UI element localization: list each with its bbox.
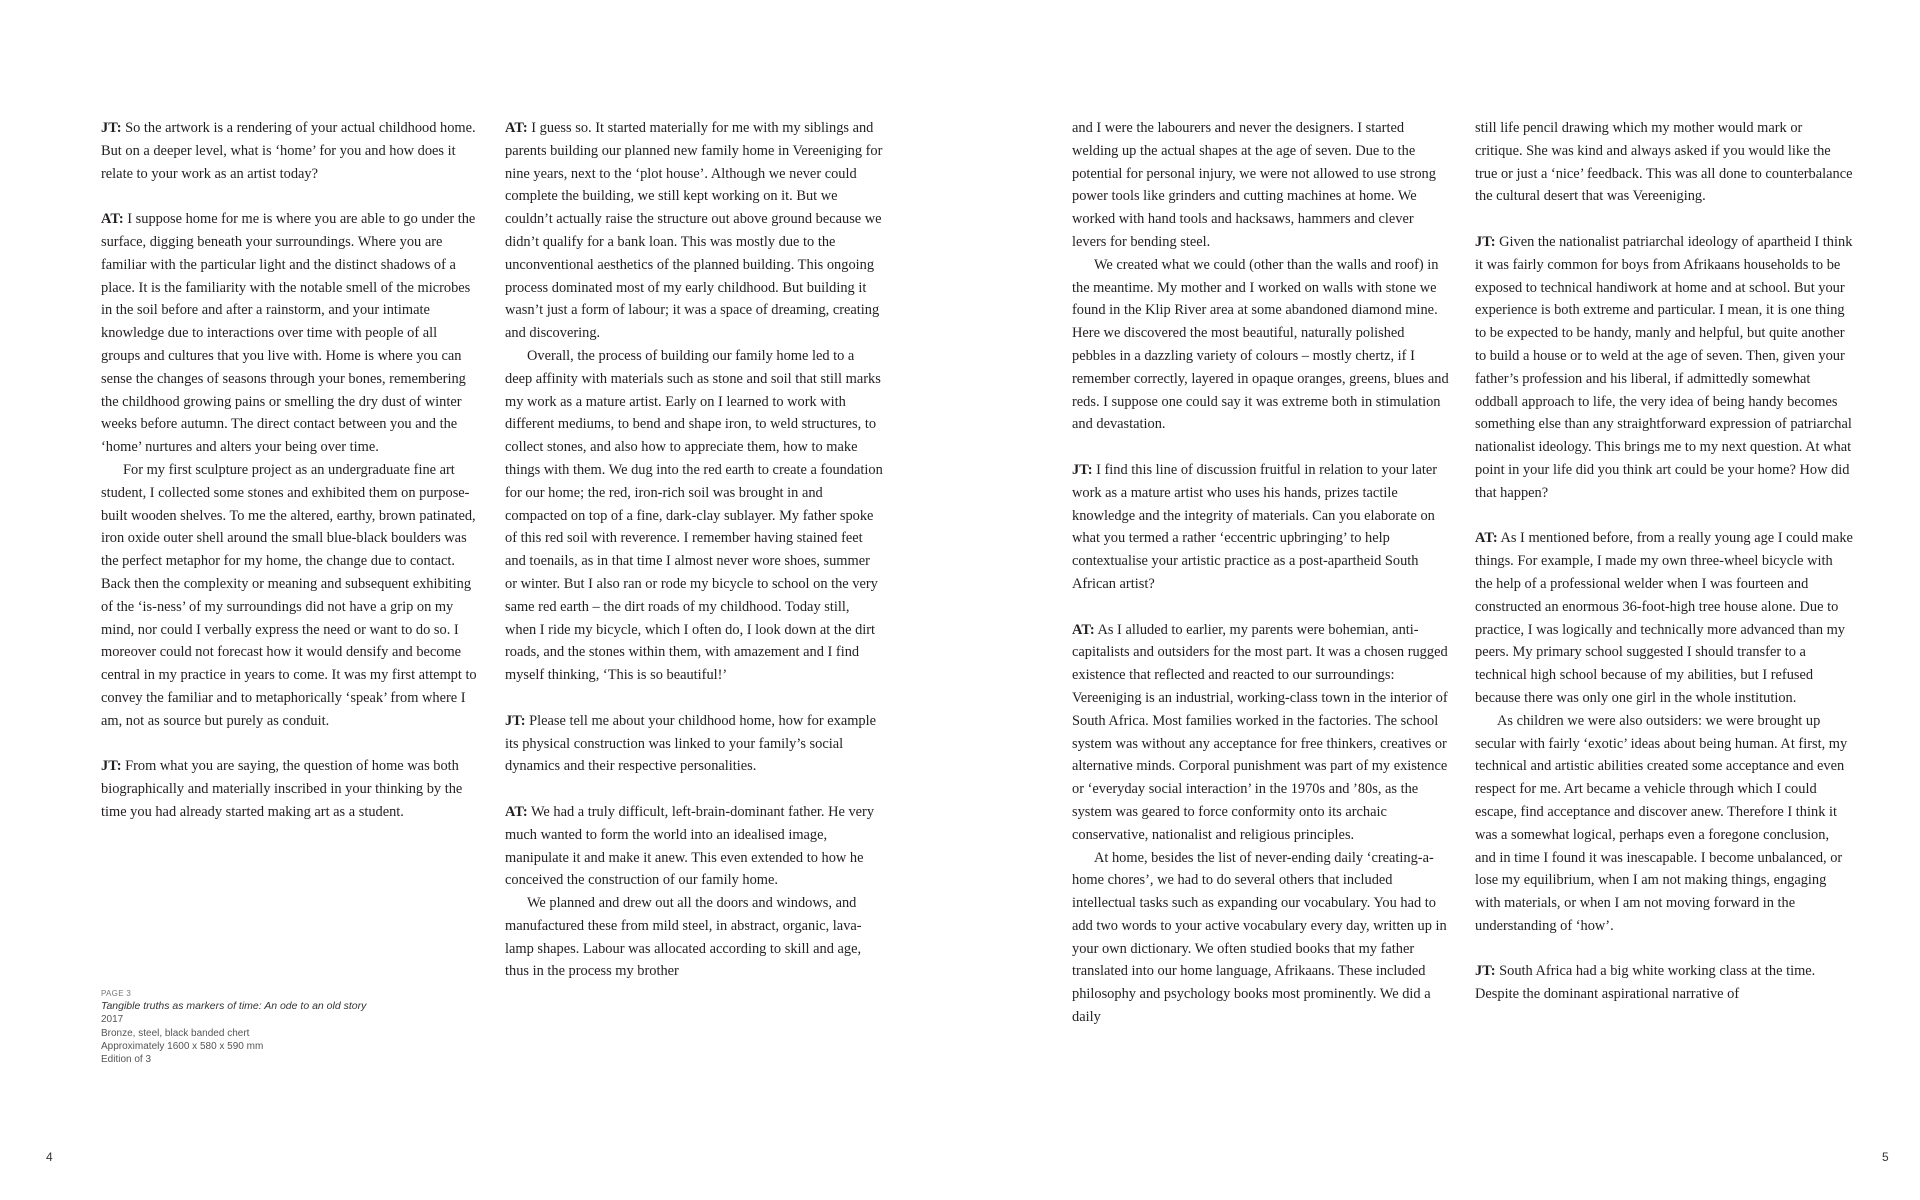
paragraph [101,208,479,459]
paragraph-text: As I alluded to earlier, my parents were bohemian, anti-capitalists and outsiders for the most part. It was a chosen rugged existence that reflected and reacted to our surroundings: Vereeniging is an industrial, working-class town in the interior of South Africa. Most families worked in the factories. The school system was without any acceptance for free thinkers, creatives or alternative minds. Corporal punishment was part of my existence or ‘everyday social interaction’ in the 1970s and ’80s, as the system was geared to force conformity onto its archaic conservative, nationalist and religious principles. [1072,621,1448,843]
text-column-1 [101,117,479,824]
paragraph [505,117,883,345]
paragraph [1475,527,1853,709]
paragraph-text: Overall, the process of building our family home led to a deep affinity with materials such as stone and soil that still marks my work as a mature artist. Early on I learned to work with different mediums, to bend and shape iron, to weld structures, to collect stones, and also how to appreciate them, how to make things with them. We dug into the red earth to create a foundation for our home; the red, iron-rich soil was brought in and compacted on top of a fine, dark-clay sublayer. My father spoke of this red soil with reverence. I remember having stained feet and toenails, as in that time I almost never wore shoes, summer or winter. But I also ran or rode my bicycle to school on the very same red earth – the dirt roads of my childhood. Today still, when I ride my bicycle, which I often do, I look down at the dirt roads, and the stones within them, with amazement and I find myself thinking, ‘This is so beautiful!’ [505,347,883,684]
text-column-3 [1072,117,1450,1029]
paragraph-text: I guess so. It started materially for me with my siblings and parents building our planned new family home in Vereeniging for nine years, next to the ‘plot house’. Although we never could complete the building, we still kept working on it. But we couldn’t actually raise the structure out above ground because we didn’t qualify for a bank loan. This was mostly due to the unconventional aesthetics of the planned building. This ongoing process dominated most of my early childhood. But building it wasn’t just a form of labour; it was a space of dreaming, creating and discovering. [505,120,883,342]
paragraph-text: We had a truly difficult, left-brain-dominant father. He very much wanted to form the world into an idealised image, manipulate it and make it anew. This even extended to how he conceived the construction of our family home. [505,803,875,889]
paragraph [1072,117,1450,254]
paragraph-text: For my first sculpture project as an undergraduate fine art student, I collected some stones and exhibited them on purpose-built wooden shelves. To me the altered, earthy, brown patinated, iron oxide outer shell around the small blue-black boulders was the perfect metaphor for my home, the change due to contact. Back then the complexity or meaning and subsequent exhibiting of the ‘is-ness’ of my surroundings did not have a grip on my mind, nor could I verbally express the need or want to do so. I moreover could not forecast how it would densify and become central in my practice in years to come. It was my first attempt to convey the familiar and to metaphorically ‘speak’ from where I am, not as source but purely as conduit. [101,461,477,729]
paragraph [1475,117,1853,208]
paragraph [1475,960,1853,1006]
image-caption [101,987,461,1066]
paragraph [505,801,883,892]
paragraph-text: I find this line of discussion fruitful in relation to your later work as a mature artist who uses his hands, prizes tactile knowledge and the integrity of materials. Can you elaborate on what you termed a rather ‘eccentric upbringing’ to help contextualise your artistic practice as a post-apartheid South African artist? [1072,461,1438,592]
paragraph-text: Please tell me about your childhood home, how for example its physical construction was linked to your family’s social dynamics and their respective personalities. [505,712,877,775]
paragraph-text: We planned and drew out all the doors and windows, and manufactured these from mild steel, in abstract, organic, lava-lamp shapes. Labour was allocated according to skill and age, thus in the process my brother [505,895,862,980]
speaker-label: AT: [505,803,528,820]
caption-year: 2017 [101,1014,124,1026]
paragraph [505,710,883,778]
caption-title: Tangible truths as markers of time: An ode to an old story [101,1000,367,1013]
paragraph [1072,847,1450,1029]
caption-materials: Bronze, steel, black banded chert [101,1027,250,1039]
speaker-label: JT: [505,712,526,729]
paragraph-text: We created what we could (other than the walls and roof) in the meantime. My mother and I worked on walls with stone we found in the Klip River area at some abandoned diamond mine. Here we discovered the most beautiful, naturally polished pebbles in a dazzling variety of colours – mostly chertz, if I remember correctly, layered in opaque oranges, greens, blues and reds. I suppose one could say it was extreme both in stimulation and devastation. [1072,256,1449,433]
speaker-label: JT: [101,120,122,136]
paragraph-text: and I were the labourers and never the designers. I started welding up the actual shapes at the age of seven. Due to the potential for personal injury, we were not allowed to use strong power tools like grinders and cutting machines at home. We worked with hand tools and hacksaws, hammers and clever levers for bending steel. [1072,120,1436,250]
paragraph [1072,619,1450,847]
paragraph [1072,459,1450,596]
paragraph-text: As I mentioned before, from a really young age I could make things. For example, I made my own three-wheel bicycle with the help of a professional welder when I was fourteen and constructed an enormous 36-foot-high tree house alone. Due to practice, I was logically and technically more advanced than my peers. My primary school suggested I should transfer to a technical high school because of my abilities, but I refused because there was only one girl in the whole institution. [1475,530,1853,706]
caption-page-label: PAGE 3 [101,989,132,998]
paragraph [505,892,883,983]
speaker-label: JT: [1072,461,1093,478]
paragraph [1475,710,1853,938]
speaker-label: JT: [101,758,122,775]
paragraph-text: As children we were also outsiders: we were brought up secular with fairly ‘exotic’ ideas about being human. At first, my technical and artistic abilities created some acceptance and even respect for me. Art became a vehicle through which I could escape, find acceptance and discover anew. Therefore I think it was a somewhat logical, perhaps even a foregone conclusion, and in time I found it was inescapable. I become unbalanced, or lose my equilibrium, when I am not making things, engaging with materials, or when I am not moving forward in the understanding of ‘how’. [1475,712,1848,934]
speaker-label: AT: [1072,621,1095,638]
paragraph-text: At home, besides the list of never-ending daily ‘creating-a-home chores’, we had to do several others that included intellectual tasks such as expanding our vocabulary. You had to add two words to your active vocabulary every day, written up in your own dictionary. We often studied books that my father translated into our home language, Afrikaans. These included philosophy and psychology books most prominently. We did a daily [1072,849,1447,1026]
caption-dimensions: Approximately 1600 x 580 x 590 mm [101,1040,264,1052]
paragraph-text: I suppose home for me is where you are able to go under the surface, digging beneath your surroundings. Where you are familiar with the particular light and the distinct shadows of a place. It is the familiarity with the notable smell of the microbes in the soil before and after a rainstorm, and your intimate knowledge due to interactions over time with people of all groups and cultures that you live with. Home is where you can sense the changes of seasons through your bones, remembering the childhood growing pains or smelling the dry dust of winter weeks before autumn. The direct contact between you and the ‘home’ nurtures and alters your being over time. [101,211,476,456]
speaker-label: AT: [101,211,124,228]
speaker-label: JT: [1475,963,1496,980]
paragraph [1475,231,1853,505]
paragraph [1072,254,1450,436]
paragraph [101,117,479,185]
paragraph-text: still life pencil drawing which my mother would mark or critique. She was kind and always asked if you would like the true or just a ‘nice’ feedback. This was all done to counterbalance the cultural desert that was Vereeniging. [1475,120,1853,205]
text-column-2 [505,117,883,983]
paragraph [505,345,883,687]
text-column-4 [1475,117,1853,1006]
caption-edition: Edition of 3 [101,1054,152,1066]
paragraph-text: So the artwork is a rendering of your actual childhood home. But on a deeper level, what is ‘home’ for you and how does it relate to your work as an artist today? [101,120,476,182]
paragraph [101,755,479,823]
speaker-label: JT: [1475,233,1496,250]
paragraph-text: South Africa had a big white working class at the time. Despite the dominant aspirational narrative of [1475,963,1816,1003]
page-number-right: 5 [1882,1150,1889,1164]
paragraph [101,459,479,733]
page-number-left: 4 [46,1150,53,1164]
speaker-label: AT: [1475,530,1498,547]
paragraph-text: Given the nationalist patriarchal ideology of apartheid I think it was fairly common for boys from Afrikaans households to be exposed to technical handiwork at home and at school. But your experience is both extreme and particular. I mean, it is one thing to be expected to be handy, manly and helpful, but quite another to build a house or to weld at the age of seven. Then, given your father’s profession and his liberal, if admittedly somewhat oddball approach to life, the very idea of being handy becomes something else than any straightforward expression of patriarchal nationalist ideology. This brings me to my next question. At what point in your life did you think art could be your home? How did that happen? [1475,233,1853,501]
paragraph-text: From what you are saying, the question of home was both biographically and materially inscribed in your thinking by the time you had already started making art as a student. [101,758,463,820]
speaker-label: AT: [505,120,528,136]
